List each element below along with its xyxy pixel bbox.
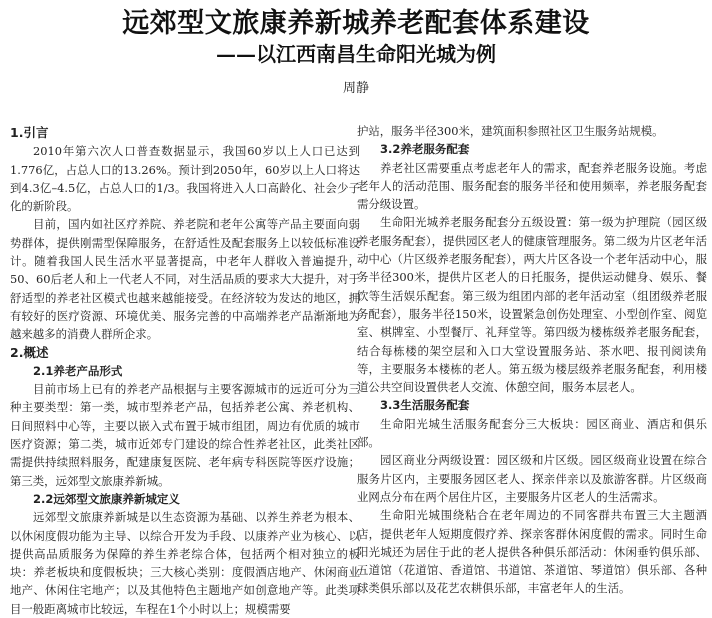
article-title: 远郊型文旅康养新城养老配套体系建设 [122, 8, 590, 39]
left-column [10, 124, 360, 618]
section-heading-introduction: 1.引言 [10, 125, 49, 140]
paragraph-continued: 护站，服务半径300米，建筑面积参照社区卫生服务站规模。 [357, 124, 664, 138]
article-author: 周静 [342, 81, 369, 96]
paragraph: 养老社区需要重点考虑老年人的需求，配套养老服务设施。考虑老年人的活动范围、服务配套的服务半径和使用频率，养老服务配套需分级设置。 [357, 160, 707, 212]
article-subtitle: ——以江西南昌生命阳光城为例 [216, 42, 496, 66]
paragraph: 生命阳光城围绕粘合在老年周边的不同客群共布置三大主题酒店，提供老年人短期度假疗养、探亲客群休闲度假的需求。同时生命阳光城还为居住于此的老人提供各种俱乐部活动：休闲垂钓俱乐部、五道馆（花道馆、香道馆、书道馆、茶道馆、琴道馆）俱乐部、各种球类俱乐部以及花艺农耕俱乐部，丰富老年人的生活。 [357, 508, 707, 596]
paragraph: 生命阳光城养老服务配套分五级设置：第一级为护理院（园区级养老服务配套），提供园区老人的健康管理服务。第二级为片区老年活动中心（片区级养老服务配套），两大片区各设一个老年活动中心，服务半径300米，提供片区老人的日托服务，提供运动健身、娱乐、餐饮等生活娱乐配套。第三级为组团内部的老年活动室（组团级养老服务配套），服务半径150米，设置紧急创伤处理室、小型创作室、阅览室、棋牌室、小型餐厅、礼拜堂等。第四级为楼栋级养老服务配套，结合每栋楼的架空层和入口大堂设置服务站、茶水吧、报刊阅读角等，主要服务本楼栋的老人。第五级为楼层级养老服务配套，利用楼道公共空间设置供老人交流、休憩空间，服务本层老人。 [357, 215, 707, 395]
paragraph: 园区商业分两级设置：园区级和片区级。园区级商业设置在综合服务片区内，主要服务园区老人、探亲伴亲以及旅游客群。片区级商业网点分布在两个居住片区，主要服务片区老人的生活需求。 [357, 453, 707, 504]
paragraph: 目前，国内如社区疗养院、养老院和老年公寓等产品主要面向弱势群体，提供刚需型保障服务，在舒适性及配套服务上以较低标准设计。随着我国人民生活水平显著提高，中老年人群收入普遍提升，50、60后老人和上一代老人不同，对生活品质的要求大大提升，对于舒适型的养老社区模式也越来越能接受。在经济较为发达的地区，拥有较好的医疗资源、环境优美、服务完善的中高端养老产品渐渐地为越来越多的消费人群所企求。 [10, 217, 360, 342]
right-column [357, 122, 707, 598]
subsection-heading: 2.1养老产品形式 [33, 363, 123, 378]
paragraph: 远郊型文旅康养新城是以生态资源为基础、以养生养老为根本、以休闲度假功能为主导、以综合开发为手段、以康养产业为核心、以提供高品质服务为保障的养生养老综合体，包括两个相对独立的板块：养老板块和度假板块；三大核心类别：度假酒店地产、休闲商业地产、休闲住宅地产；以及其他特色主题地产如创意地产等。此类项目一般距离城市比较远，车程在1个小时以上；规模需要 [10, 510, 360, 616]
subsection-heading: 2.2远郊型文旅康养新城定义 [33, 491, 180, 506]
section-heading-overview: 2.概述 [10, 344, 49, 360]
paragraph: 2010年第六次人口普查数据显示，我国60岁以上人口已达到1.776亿，占总人口的13.26%。预计到2050年，60岁以上人口将达到4.3亿–4.5亿，占总人口的1/3。我国将进入人口高龄化、社会少子化的新阶段。 [10, 144, 360, 214]
paragraph: 目前市场上已有的养老产品根据与主要客源城市的远近可分为三种主要类型：第一类，城市型养老产品，包括养老公寓、养老机构、日间照料中心等，主要以嵌入式布置于城市组团，周边有优质的城市医疗资源；第二类，城市近郊专门建设的综合性养老社区，此类社区需提供持续照料服务，配建康复医院、老年病专科医院等医疗设施；第三类，远郊型文旅康养新城。 [10, 382, 360, 488]
paragraph: 生命阳光城生活服务配套分三大板块：园区商业、酒店和俱乐部。 [357, 416, 707, 450]
subsection-heading: 3.3生活服务配套 [380, 398, 470, 413]
subsection-heading: 3.2养老服务配套 [380, 142, 470, 157]
